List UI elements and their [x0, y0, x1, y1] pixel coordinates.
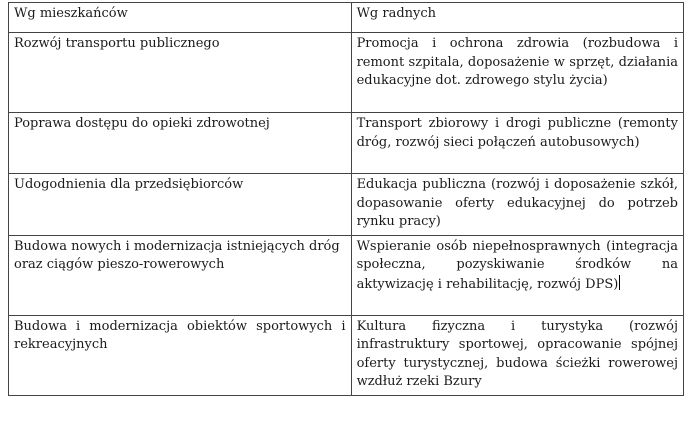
cell-residents: Poprawa dostępu do opieki zdrowotnej: [9, 113, 352, 174]
cell-residents: Udogodnienia dla przedsiębiorców: [9, 174, 352, 236]
document-page: [8, 2, 684, 425]
header-residents: Wg mieszkańców: [9, 3, 352, 33]
cell-councillors: Transport zbiorowy i drogi publiczne (remonty dróg, rozwój sieci połączeń autobusowych): [351, 113, 683, 174]
header-councillors: Wg radnych: [351, 3, 683, 33]
cell-text: Wspieranie osób niepełnosprawnych (integracja społeczna, pozyskiwanie środków na aktywizację i rehabilitację, rozwój DPS): [356, 238, 678, 292]
cell-councillors: Edukacja publiczna (rozwój i doposażenie szkół, dopasowanie oferty edukacyjnej do potrzeb rynku pracy): [351, 174, 683, 236]
cell-residents: Budowa i modernizacja obiektów sportowych i rekreacyjnych: [9, 315, 352, 395]
table-row: [9, 113, 684, 174]
cell-residents: Budowa nowych i modernizacja istniejących dróg oraz ciągów pieszo-rowerowych: [9, 235, 352, 315]
text-cursor: [619, 275, 620, 290]
table-row: [9, 33, 684, 113]
table-row: [9, 235, 684, 315]
cell-councillors: Promocja i ochrona zdrowia (rozbudowa i remont szpitala, doposażenie w sprzęt, działania edukacyjne dot. zdrowego stylu życia): [351, 33, 683, 113]
table-row: [9, 315, 684, 395]
table-header-row: [9, 3, 684, 33]
cell-councillors[interactable]: [351, 235, 683, 315]
table-row: [9, 174, 684, 236]
cell-residents: Rozwój transportu publicznego: [9, 33, 352, 113]
cell-councillors: Kultura fizyczna i turystyka (rozwój infrastruktury sportowej, opracowanie spójnej oferty turystycznej, budowa ścieżki rowerowej wzdłuż rzeki Bzury: [351, 315, 683, 395]
priorities-table: [8, 2, 684, 396]
